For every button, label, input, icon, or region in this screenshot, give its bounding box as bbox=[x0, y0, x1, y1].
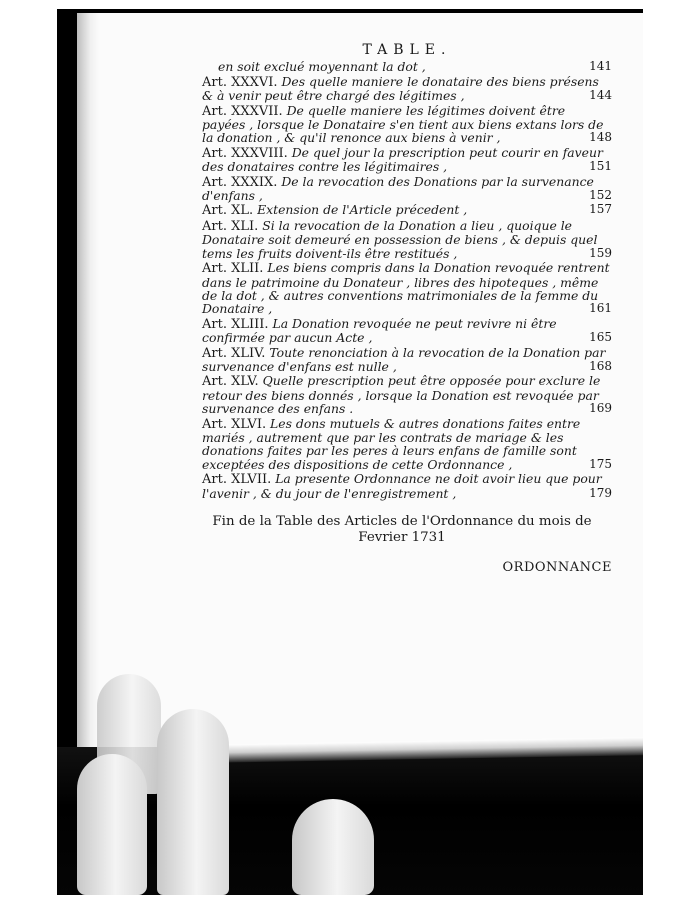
toc-page-number: 165 bbox=[589, 330, 612, 345]
toc-page-number: 151 bbox=[589, 159, 612, 174]
toc-entry bbox=[202, 374, 612, 415]
page-gutter bbox=[77, 13, 99, 749]
toc-description: en soit exclué moyennant la dot , bbox=[218, 59, 426, 75]
page-title: TABLE. bbox=[362, 42, 452, 58]
toc-entry bbox=[202, 104, 612, 145]
toc-page-number: 179 bbox=[589, 485, 612, 500]
toc-entry bbox=[202, 317, 612, 345]
toc-article: Art. XLV. bbox=[202, 374, 259, 390]
toc-page-number: 168 bbox=[589, 358, 612, 373]
toc-description: Extension de l'Article précedent , bbox=[257, 202, 468, 218]
toc-article: Art. XLVII. bbox=[202, 472, 272, 488]
end-note-line: Fin de la Table des Articles de l'Ordonnance du mois de bbox=[212, 514, 592, 529]
toc-description: Toute renonciation à la revocation de la Donation par survenance d'enfans est nulle , bbox=[202, 344, 606, 374]
toc-article: Art. XLVI. bbox=[202, 416, 267, 432]
toc-page-number: 159 bbox=[589, 245, 612, 260]
toc-description: Si la revocation de la Donation a lieu , quoique le Donataire soit demeuré en possession de biens , & depuis quel tems les fruits doivent-ils être restitués , bbox=[202, 217, 598, 261]
toc-article: Art. XLIV. bbox=[202, 345, 266, 361]
toc-description: Les dons mutuels & autres donations faites entre mariés , autrement que par les contrats de mariage & les donations faites par les peres à leurs enfans de famille sont exceptées des dispositions de cette Ordonnance , bbox=[202, 415, 581, 472]
toc-description: De quel jour la prescription peut courir en faveur des donataires contre les légitimaires , bbox=[202, 144, 603, 175]
toc-entry bbox=[202, 346, 612, 374]
toc-page-number: 169 bbox=[589, 401, 612, 416]
table-of-contents bbox=[202, 44, 612, 574]
toc-entry bbox=[202, 219, 612, 260]
toc-entry bbox=[202, 146, 612, 174]
toc-page-number: 161 bbox=[589, 301, 612, 316]
toc-article: Art. XXXIX. bbox=[202, 174, 278, 190]
finger bbox=[77, 754, 147, 895]
toc-entry bbox=[202, 417, 612, 472]
toc-description: Quelle prescription peut être opposée pour exclure le retour des biens donnés , lorsque la Donation est revoquée par survenance des enfans . bbox=[202, 373, 601, 417]
toc-entry bbox=[202, 261, 612, 316]
end-of-table-note bbox=[202, 514, 602, 545]
toc-page-number: 157 bbox=[589, 202, 612, 217]
toc-page-number: 141 bbox=[589, 59, 612, 74]
toc-page-number: 175 bbox=[589, 456, 612, 471]
toc-description: De quelle maniere les légitimes doivent être payées , lorsque le Donataire s'en tient aux biens extans lors de la donation , & qu'il renonce aux biens à venir , bbox=[202, 102, 604, 146]
toc-article: Art. XXXVIII. bbox=[202, 145, 288, 161]
end-note-line: Fevrier 1731 bbox=[358, 529, 446, 545]
toc-article: Art. XLIII. bbox=[202, 316, 269, 332]
toc-description: Des quelle maniere le donataire des biens présens & à venir peut être chargé des légitimes , bbox=[202, 73, 599, 104]
toc-entry bbox=[202, 75, 612, 103]
toc-entry bbox=[202, 203, 612, 217]
thumb bbox=[292, 799, 374, 895]
toc-article: Art. XXXVI. bbox=[202, 74, 278, 90]
toc-article: Art. XXXVII. bbox=[202, 103, 283, 119]
toc-article: Art. XLI. bbox=[202, 218, 259, 234]
toc-entry bbox=[202, 60, 612, 73]
toc-page-number: 148 bbox=[589, 130, 612, 145]
toc-article: Art. XL. bbox=[202, 203, 254, 219]
toc-description: La Donation revoquée ne peut revivre ni être confirmée par aucun Acte , bbox=[202, 315, 557, 346]
toc-entry bbox=[202, 175, 612, 203]
catchword: ORDONNANCE bbox=[502, 560, 612, 575]
toc-page-number: 144 bbox=[589, 88, 612, 103]
toc-article: Art. XLII. bbox=[202, 261, 264, 277]
toc-description: De la revocation des Donations par la survenance d'enfans , bbox=[202, 173, 594, 204]
toc-description: La presente Ordonnance ne doit avoir lieu que pour l'avenir , & du jour de l'enregistrement , bbox=[202, 471, 602, 501]
finger bbox=[157, 709, 229, 895]
toc-page-number: 152 bbox=[589, 188, 612, 203]
toc-description: Les biens compris dans la Donation revoquée rentrent dans le patrimoine du Donateur , libres des hipoteques , même de la dot , & autres conventions matrimoniales de la femme du Donataire , bbox=[202, 260, 610, 317]
toc-entry bbox=[202, 472, 612, 500]
